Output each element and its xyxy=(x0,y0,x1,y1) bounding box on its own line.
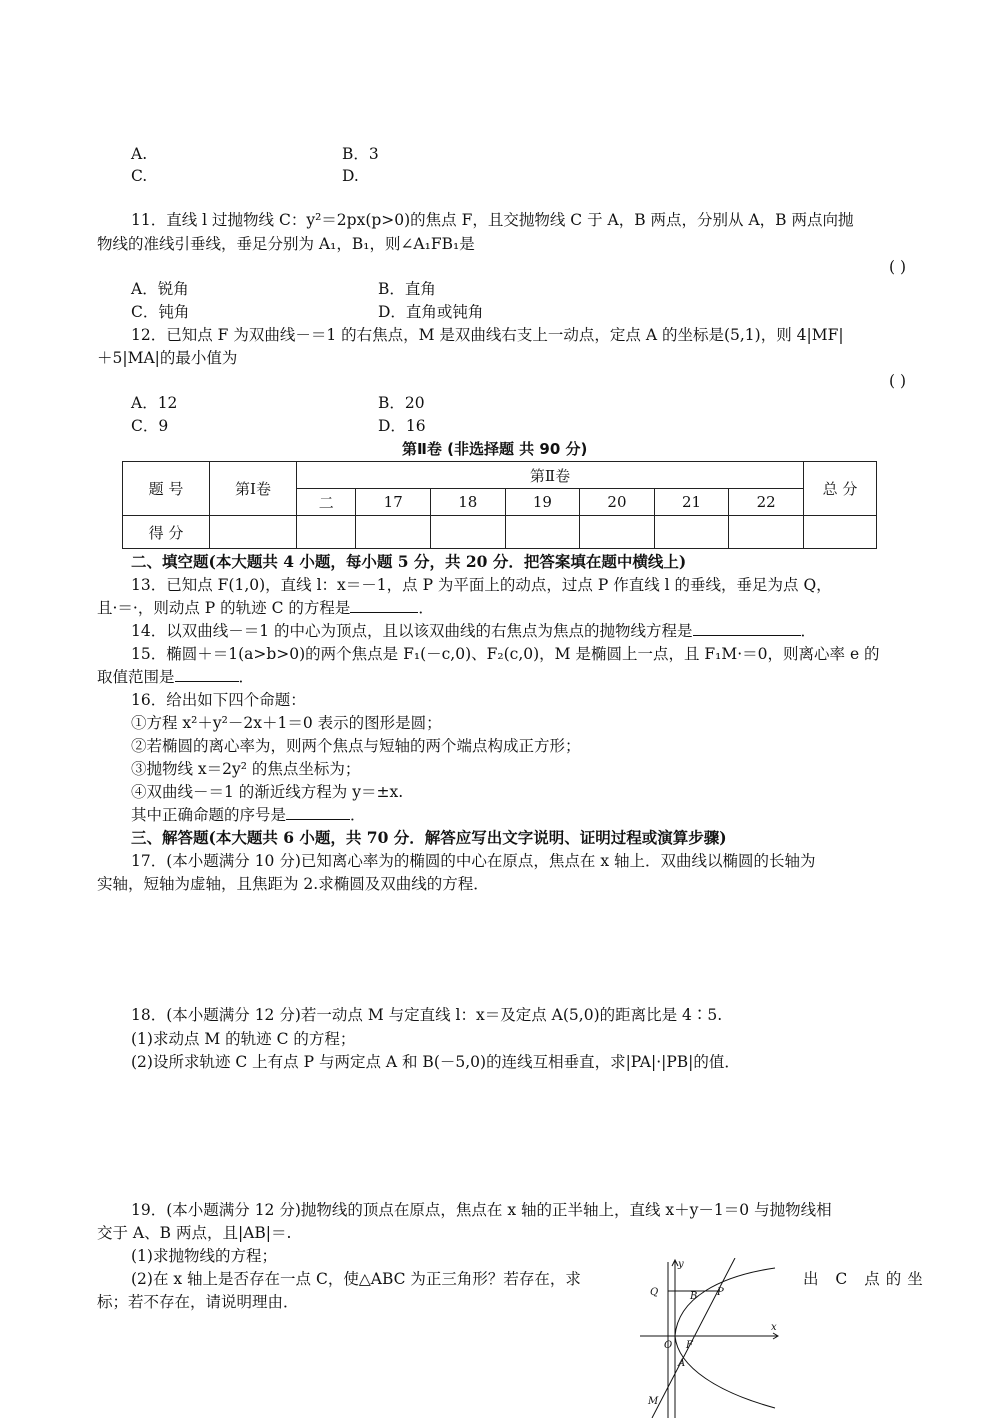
row-defen: 得 分 xyxy=(123,516,210,549)
q15-line2: 取值范围是 ． xyxy=(97,668,255,686)
parabola-figure xyxy=(640,1258,780,1418)
q13-text-line2: 且·＝·，则动点 P 的轨迹 C 的方程是 xyxy=(97,599,351,617)
q14-text: 14．以双曲线－＝1 的中心为顶点，且以该双曲线的右焦点为焦点的抛物线方程是 xyxy=(131,622,693,640)
label-A: A xyxy=(678,1358,686,1369)
score-cell[interactable] xyxy=(356,516,431,549)
q17-text-line1: 17．(本小题满分 10 分)已知离心率为的椭圆的中心在原点，焦点在 x 轴上．双曲线以椭圆的长轴为 xyxy=(131,852,816,870)
col-22: 22 xyxy=(729,489,804,516)
label-P: P xyxy=(717,1287,724,1298)
q10-option-c: C. xyxy=(131,167,148,185)
label-y: y xyxy=(678,1259,684,1270)
q15-text-line1: 15．椭圆＋＝1(a>b>0)的两个焦点是 F₁(－c,0)、F₂(c,0)，M 是椭圆上一点，且 F₁M·＝0，则离心率 e 的 xyxy=(131,645,880,663)
col-21: 21 xyxy=(654,489,729,516)
label-B: B xyxy=(690,1291,698,1302)
part2-title: 第Ⅱ卷 (非选择题 共 90 分) xyxy=(402,440,588,458)
q15-answer-blank[interactable] xyxy=(175,667,239,682)
q10-option-b: B．3 xyxy=(342,145,379,163)
q12-text-line1: 12．已知点 F 为双曲线－＝1 的右焦点，M 是双曲线右支上一动点，定点 A 的坐标是(5,1)，则 4|MF| xyxy=(131,326,844,344)
q15-text-line2: 取值范围是 xyxy=(97,668,175,686)
q12-option-c: C．9 xyxy=(131,417,169,435)
q11-option-c: C．钝角 xyxy=(131,303,190,321)
q19-text-line2: 交于 A、B 两点，且|AB|＝. xyxy=(97,1224,292,1242)
score-cell[interactable] xyxy=(729,516,804,549)
q16-prop-3: ③抛物线 x＝2y² 的焦点坐标为； xyxy=(131,760,361,778)
q12-option-b: B．20 xyxy=(378,394,425,412)
q18-part1: (1)求动点 M 的轨迹 C 的方程； xyxy=(131,1030,356,1048)
score-cell[interactable] xyxy=(580,516,655,549)
q11-text-line2: 物线的准线引垂线，垂足分别为 A₁，B₁，则∠A₁FB₁是 xyxy=(97,235,475,253)
q19-text-line1: 19．(本小题满分 12 分)抛物线的顶点在原点，焦点在 x 轴的正半轴上，直线 x＋y－1＝0 与抛物线相 xyxy=(131,1201,832,1219)
q11-text-line1: 11．直线 l 过抛物线 C：y²＝2px(p>0)的焦点 F，且交抛物线 C 于 A，B 两点，分别从 A，B 两点向抛 xyxy=(131,211,854,229)
col-17: 17 xyxy=(356,489,431,516)
q11-option-a: A．锐角 xyxy=(131,280,189,298)
q16-prop-1: ①方程 x²＋y²－2x＋1＝0 表示的图形是圆； xyxy=(131,714,442,732)
section2-heading-text: 二、填空题(本大题共 4 小题，每小题 5 分，共 20 分．把答案填在题中横线上) xyxy=(131,552,687,571)
q10-option-a: A. xyxy=(131,145,148,163)
header-juan2: 第Ⅱ卷 xyxy=(297,462,804,489)
q14-line: 14．以双曲线－＝1 的中心为顶点，且以该双曲线的右焦点为焦点的抛物线方程是 ． xyxy=(131,622,817,640)
q14-answer-blank[interactable] xyxy=(693,621,801,636)
q18-part2: (2)设所求轨迹 C 上有点 P 与两定点 A 和 B(－5,0)的连线互相垂直，求|PA|·|PB|的值． xyxy=(131,1053,740,1071)
q16-prop-2: ②若椭圆的离心率为，则两个焦点与短轴的两个端点构成正方形； xyxy=(131,737,581,755)
section3-heading-text: 三、解答题(本大题共 6 小题，共 70 分．解答应写出文字说明、证明过程或演算步骤) xyxy=(131,828,727,847)
q11-option-b: B．直角 xyxy=(378,280,436,298)
section2-heading xyxy=(131,552,686,572)
q16-answer-blank[interactable] xyxy=(286,805,350,820)
col-20: 20 xyxy=(580,489,655,516)
q12-option-a: A．12 xyxy=(131,394,178,412)
header-tihao: 题 号 xyxy=(123,462,210,516)
q11-option-d: D．直角或钝角 xyxy=(378,303,484,321)
q16-ask: 其中正确命题的序号是 xyxy=(131,806,287,824)
q13-text-line1: 13．已知点 F(1,0)，直线 l：x＝－1，点 P 为平面上的动点，过点 P 作直线 l 的垂线，垂足为点 Q， xyxy=(131,576,832,594)
q16-prop-4: ④双曲线－＝1 的渐近线方程为 y＝±x. xyxy=(131,783,404,801)
q18-text-line1: 18．(本小题满分 12 分)若一动点 M 与定直线 l：x＝及定点 A(5,0)的距离比是 4∶5. xyxy=(131,1006,723,1024)
q19-part2-b: 出 C 点的坐 xyxy=(803,1270,929,1288)
label-Q: Q xyxy=(650,1287,659,1298)
label-O: O xyxy=(664,1340,673,1351)
q19-part1: (1)求抛物线的方程； xyxy=(131,1247,277,1265)
header-juan1: 第Ⅰ卷 xyxy=(210,462,297,516)
score-cell[interactable] xyxy=(505,516,580,549)
label-M: M xyxy=(648,1396,659,1407)
q19-part2-a: (2)在 x 轴上是否存在一点 C，使△ABC 为正三角形？若存在，求 xyxy=(131,1270,581,1288)
score-cell[interactable] xyxy=(297,516,356,549)
label-x: x xyxy=(771,1322,777,1333)
col-19: 19 xyxy=(505,489,580,516)
col-2: 二 xyxy=(297,489,356,516)
q19-part2-c: 标；若不存在，请说明理由． xyxy=(97,1293,299,1311)
score-cell[interactable] xyxy=(431,516,506,549)
chord-line xyxy=(652,1258,735,1418)
q13-answer-blank[interactable] xyxy=(350,598,418,613)
score-table xyxy=(122,461,877,549)
col-18: 18 xyxy=(431,489,506,516)
q17-text-line2: 实轴，短轴为虚轴，且焦距为 2.求椭圆及双曲线的方程． xyxy=(97,875,489,893)
q10-option-d: D. xyxy=(342,167,359,185)
q12-text-line2: ＋5|MA|的最小值为 xyxy=(97,349,238,367)
q16-intro: 16．给出如下四个命题： xyxy=(131,691,306,709)
q16-ask-line: 其中正确命题的序号是 ． xyxy=(131,806,366,824)
q11-answer-paren: ( ) xyxy=(888,258,906,276)
score-cell[interactable] xyxy=(210,516,297,549)
header-total: 总 分 xyxy=(804,462,877,516)
score-cell[interactable] xyxy=(804,516,877,549)
score-cell[interactable] xyxy=(654,516,729,549)
section3-heading xyxy=(131,828,727,848)
q12-answer-paren: ( ) xyxy=(888,372,906,390)
q13-line2: 且·＝·，则动点 P 的轨迹 C 的方程是 ． xyxy=(97,599,434,617)
label-F: F xyxy=(686,1340,693,1351)
q12-option-d: D．16 xyxy=(378,417,426,435)
